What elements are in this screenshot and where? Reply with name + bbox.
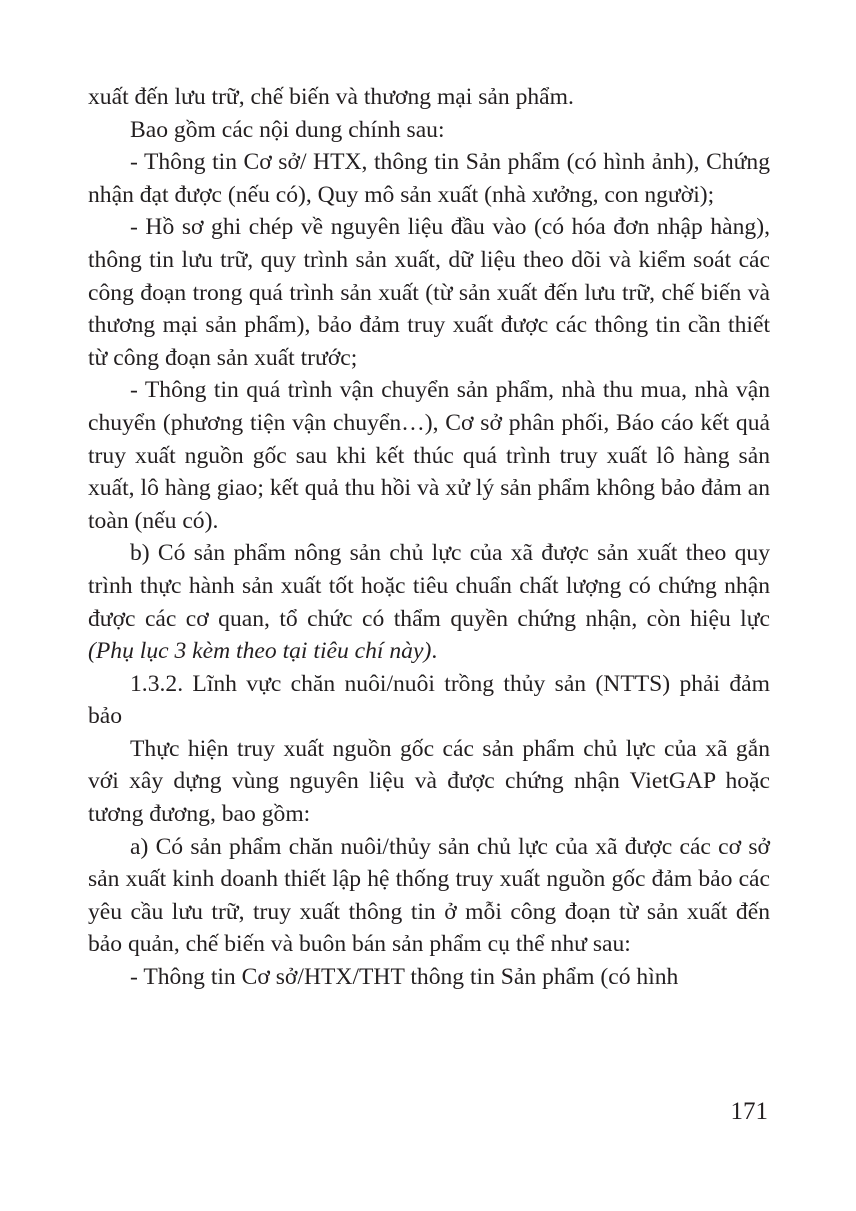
paragraph-bullet-records: - Hồ sơ ghi chép về nguyên liệu đầu vào (có hóa đơn nhập hàng), thông tin lưu trữ, quy trình sản xuất, dữ liệu theo dõi và kiểm soát các công đoạn trong quá trình sản xuất (từ sản xuất đến lưu trữ, chế biến và thương mại sản phẩm), bảo đảm truy xuất được các thông tin cần thiết từ công đoạn sản xuất trước; xyxy=(88,214,770,371)
paragraph-intro: Bao gồm các nội dung chính sau: xyxy=(130,116,445,143)
appendix-reference: (Phụ lục 3 kèm theo tại tiêu chí này) xyxy=(88,638,432,665)
paragraph-item-b-text: b) Có sản phẩm nông sản chủ lực của xã được sản xuất theo quy trình thực hành sản xuất tốt hoặc tiêu chuẩn chất lượng có chứng nhận được các cơ quan, tổ chức có thẩm quyền chứng nhận, còn hiệu lực xyxy=(88,540,770,632)
paragraph-bullet-transport: - Thông tin quá trình vận chuyển sản phẩm, nhà thu mua, nhà vận chuyển (phương tiện vận chuyển…), Cơ sở phân phối, Báo cáo kết quả truy xuất nguồn gốc sau khi kết thúc quá trình truy xuất lô hàng sản xuất, lô hàng giao; kết quả thu hồi và xử lý sản phẩm không bảo đảm an toàn (nếu có). xyxy=(88,377,770,534)
page-body xyxy=(88,81,770,994)
page-number: 171 xyxy=(730,1098,768,1125)
section-heading-1-3-2: 1.3.2. Lĩnh vực chăn nuôi/nuôi trồng thủy sản (NTTS) phải đảm bảo xyxy=(88,670,770,730)
paragraph-item-a: a) Có sản phẩm chăn nuôi/thủy sản chủ lực của xã được các cơ sở sản xuất kinh doanh thiết lập hệ thống truy xuất nguồn gốc đảm bảo các yêu cầu lưu trữ, truy xuất thông tin ở mỗi công đoạn từ sản xuất đến bảo quản, chế biến và buôn bán sản phẩm cụ thể như sau: xyxy=(88,833,770,958)
paragraph-continuation: xuất đến lưu trữ, chế biến và thương mại sản phẩm. xyxy=(88,84,574,110)
paragraph-item-b xyxy=(88,537,770,667)
paragraph-bullet-basic-info: - Thông tin Cơ sở/ HTX, thông tin Sản phẩm (có hình ảnh), Chứng nhận đạt được (nếu có), Quy mô sản xuất (nhà xưởng, con người); xyxy=(88,149,770,208)
paragraph-traceability: Thực hiện truy xuất nguồn gốc các sản phẩm chủ lực của xã gắn với xây dựng vùng nguyên liệu và được chứng nhận VietGAP hoặc tương đương, bao gồm: xyxy=(88,735,770,828)
paragraph-bullet-facility-info: - Thông tin Cơ sở/HTX/THT thông tin Sản phẩm (có hình xyxy=(130,964,679,991)
paragraph-item-b-tail: . xyxy=(431,638,438,665)
